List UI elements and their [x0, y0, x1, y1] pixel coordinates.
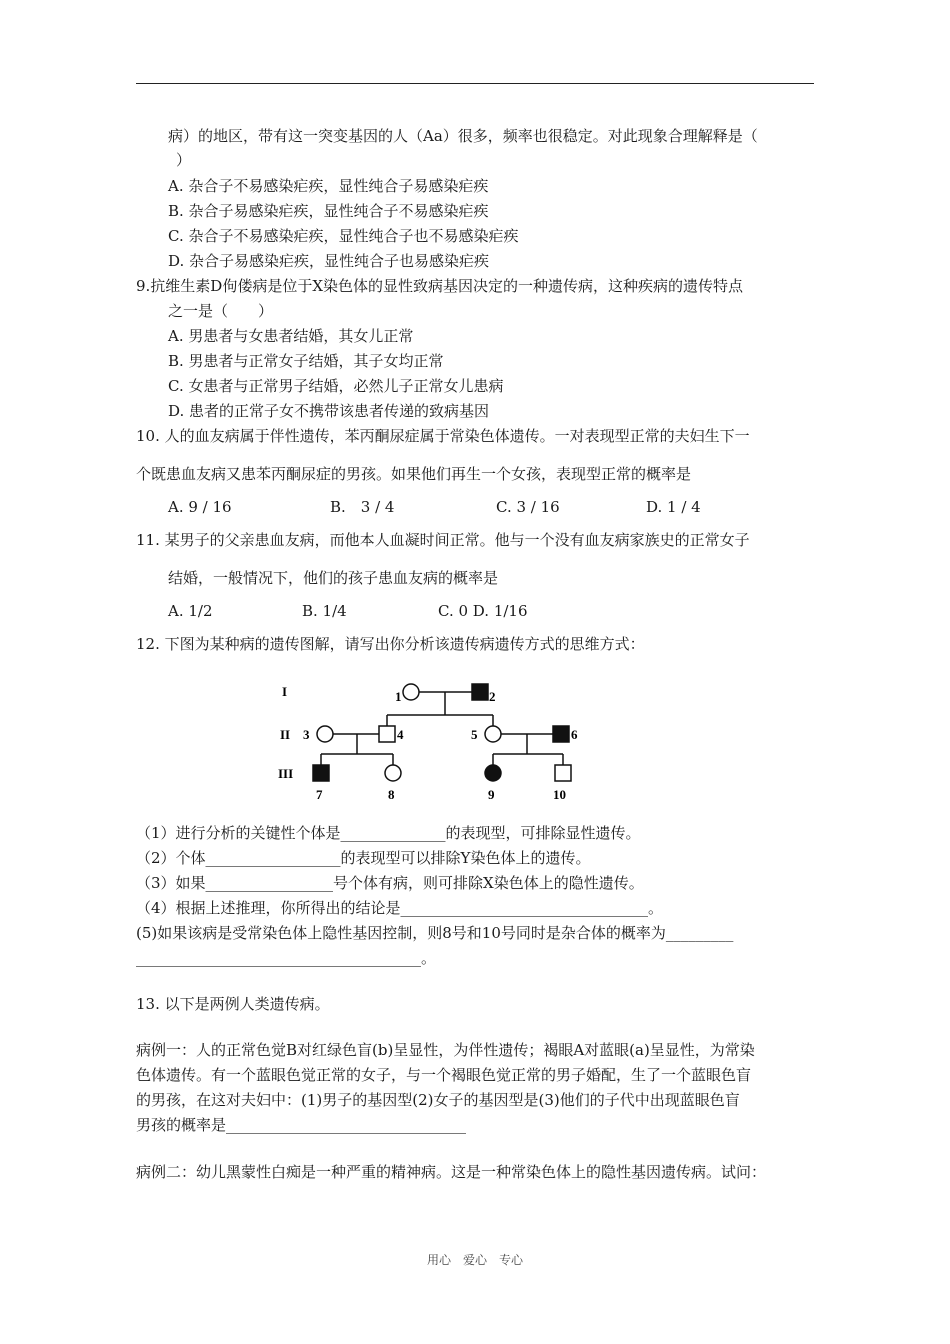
q11-option-cd: C. 0 D. 1/16	[438, 602, 528, 620]
q13-case1-line1: 病例一：人的正常色觉B对红绿色盲(b)呈显性，为伴性遗传；褐眼A对蓝眼(a)呈显性，为常染	[136, 1041, 755, 1059]
q11-option-a: A. 1/2	[168, 602, 213, 620]
label-7: 7	[316, 787, 323, 802]
label-8: 8	[388, 787, 395, 802]
individual-4-normal-male	[379, 726, 395, 742]
q8-option-a: A. 杂合子不易感染疟疾，显性纯合子易感染疟疾	[168, 177, 489, 195]
label-4: 4	[397, 727, 404, 742]
q8-option-d: D. 杂合子易感染疟疾，显性纯合子也易感染疟疾	[168, 252, 490, 270]
q13-case2-line1: 病例二：幼儿黑蒙性白痴是一种严重的精神病。这是一种常染色体上的隐性基因遗传病。试问：	[136, 1163, 767, 1181]
q11-stem-line1: 11. 某男子的父亲患血友病，而他本人血凝时间正常。他与一个没有血友病家族史的正常女子	[136, 531, 750, 549]
q13-stem: 13. 以下是两例人类遗传病。	[136, 995, 330, 1013]
q8-option-c: C. 杂合子不易感染疟疾，显性纯合子也不易感染疟疾	[168, 227, 519, 245]
individual-8-normal-female	[385, 765, 401, 781]
q10-option-d: D. 1 / 4	[646, 498, 701, 516]
q12-stem: 12. 下图为某种病的遗传图解，请写出你分析该遗传病遗传方式的思维方式：	[136, 635, 645, 653]
generation-label-i: I	[282, 684, 288, 699]
individual-5-normal-female	[485, 726, 501, 742]
q9-stem-line2: 之一是（ ）	[168, 302, 274, 320]
label-5: 5	[471, 727, 478, 742]
q13-case1-line2: 色体遗传。有一个蓝眼色觉正常的女子，与一个褐眼色觉正常的男子婚配，生了一个蓝眼色盲	[136, 1066, 752, 1084]
q9-option-c: C. 女患者与正常男子结婚，必然儿子正常女儿患病	[168, 377, 504, 395]
q12-sub3: （3）如果_________________号个体有病，则可排除X染色体上的隐性遗传。	[136, 874, 644, 892]
label-9: 9	[488, 787, 495, 802]
header-rule	[136, 83, 814, 84]
q9-option-a: A. 男患者与女患者结婚，其女儿正常	[168, 327, 414, 345]
label-6: 6	[571, 727, 578, 742]
q12-sub1: （1）进行分析的关键性个体是______________的表现型，可排除显性遗传。	[136, 824, 641, 842]
individual-1-normal-female	[403, 684, 419, 700]
q9-option-d: D. 患者的正常子女不携带该患者传递的致病基因	[168, 402, 490, 420]
individual-3-normal-female	[317, 726, 333, 742]
q10-option-b: B. 3 / 4	[330, 498, 395, 516]
label-1: 1	[395, 689, 402, 704]
label-10: 10	[553, 787, 566, 802]
individual-7-affected-male	[313, 765, 329, 781]
generation-label-ii: II	[280, 727, 291, 742]
q12-sub2: （2）个体__________________的表现型可以排除Y染色体上的遗传。	[136, 849, 591, 867]
page-footer: 用心 爱心 专心	[426, 1253, 523, 1267]
pedigree-diagram	[270, 672, 590, 802]
q12-sub5-line1: (5)如果该病是受常染色体上隐性基因控制，则8号和10号同时是杂合体的概率为_________	[136, 924, 734, 942]
q11-option-b: B. 1/4	[302, 602, 347, 620]
label-3: 3	[303, 727, 310, 742]
q8-continuation-line1: 病）的地区，带有这一突变基因的人（Aa）很多，频率也很稳定。对此现象合理解释是（	[168, 127, 758, 145]
individual-6-affected-male	[553, 726, 569, 742]
q11-stem-line2: 结婚，一般情况下，他们的孩子患血友病的概率是	[168, 569, 499, 587]
q12-sub4: （4）根据上述推理，你所得出的结论是_________________________________。	[136, 899, 664, 917]
q8-continuation-line2: ）	[176, 151, 192, 169]
q12-sub5-line2: ______________________________________。	[136, 949, 437, 967]
label-2: 2	[489, 689, 496, 704]
generation-label-iii: III	[278, 766, 294, 781]
q10-option-a: A. 9 / 16	[168, 498, 232, 516]
q8-option-b: B. 杂合子易感染疟疾，显性纯合子不易感染疟疾	[168, 202, 489, 220]
individual-10-normal-male	[555, 765, 571, 781]
q10-stem-line1: 10. 人的血友病属于伴性遗传，苯丙酮尿症属于常染色体遗传。一对表现型正常的夫妇生下一	[136, 427, 750, 445]
q13-case1-line4: 男孩的概率是________________________________	[136, 1116, 467, 1134]
q9-stem-line1: 9.抗维生素D佝偻病是位于X染色体的显性致病基因决定的一种遗传病，这种疾病的遗传特点	[136, 277, 744, 295]
q9-option-b: B. 男患者与正常女子结婚，其子女均正常	[168, 352, 444, 370]
individual-2-affected-male	[472, 684, 488, 700]
q10-stem-line2: 个既患血友病又患苯丙酮尿症的男孩。如果他们再生一个女孩，表现型正常的概率是	[136, 465, 692, 483]
q10-option-c: C. 3 / 16	[496, 498, 560, 516]
individual-9-affected-female	[485, 765, 501, 781]
q13-case1-line3: 的男孩，在这对夫妇中：(1)男子的基因型(2)女子的基因型是(3)他们的子代中出现蓝眼色盲	[136, 1091, 740, 1109]
